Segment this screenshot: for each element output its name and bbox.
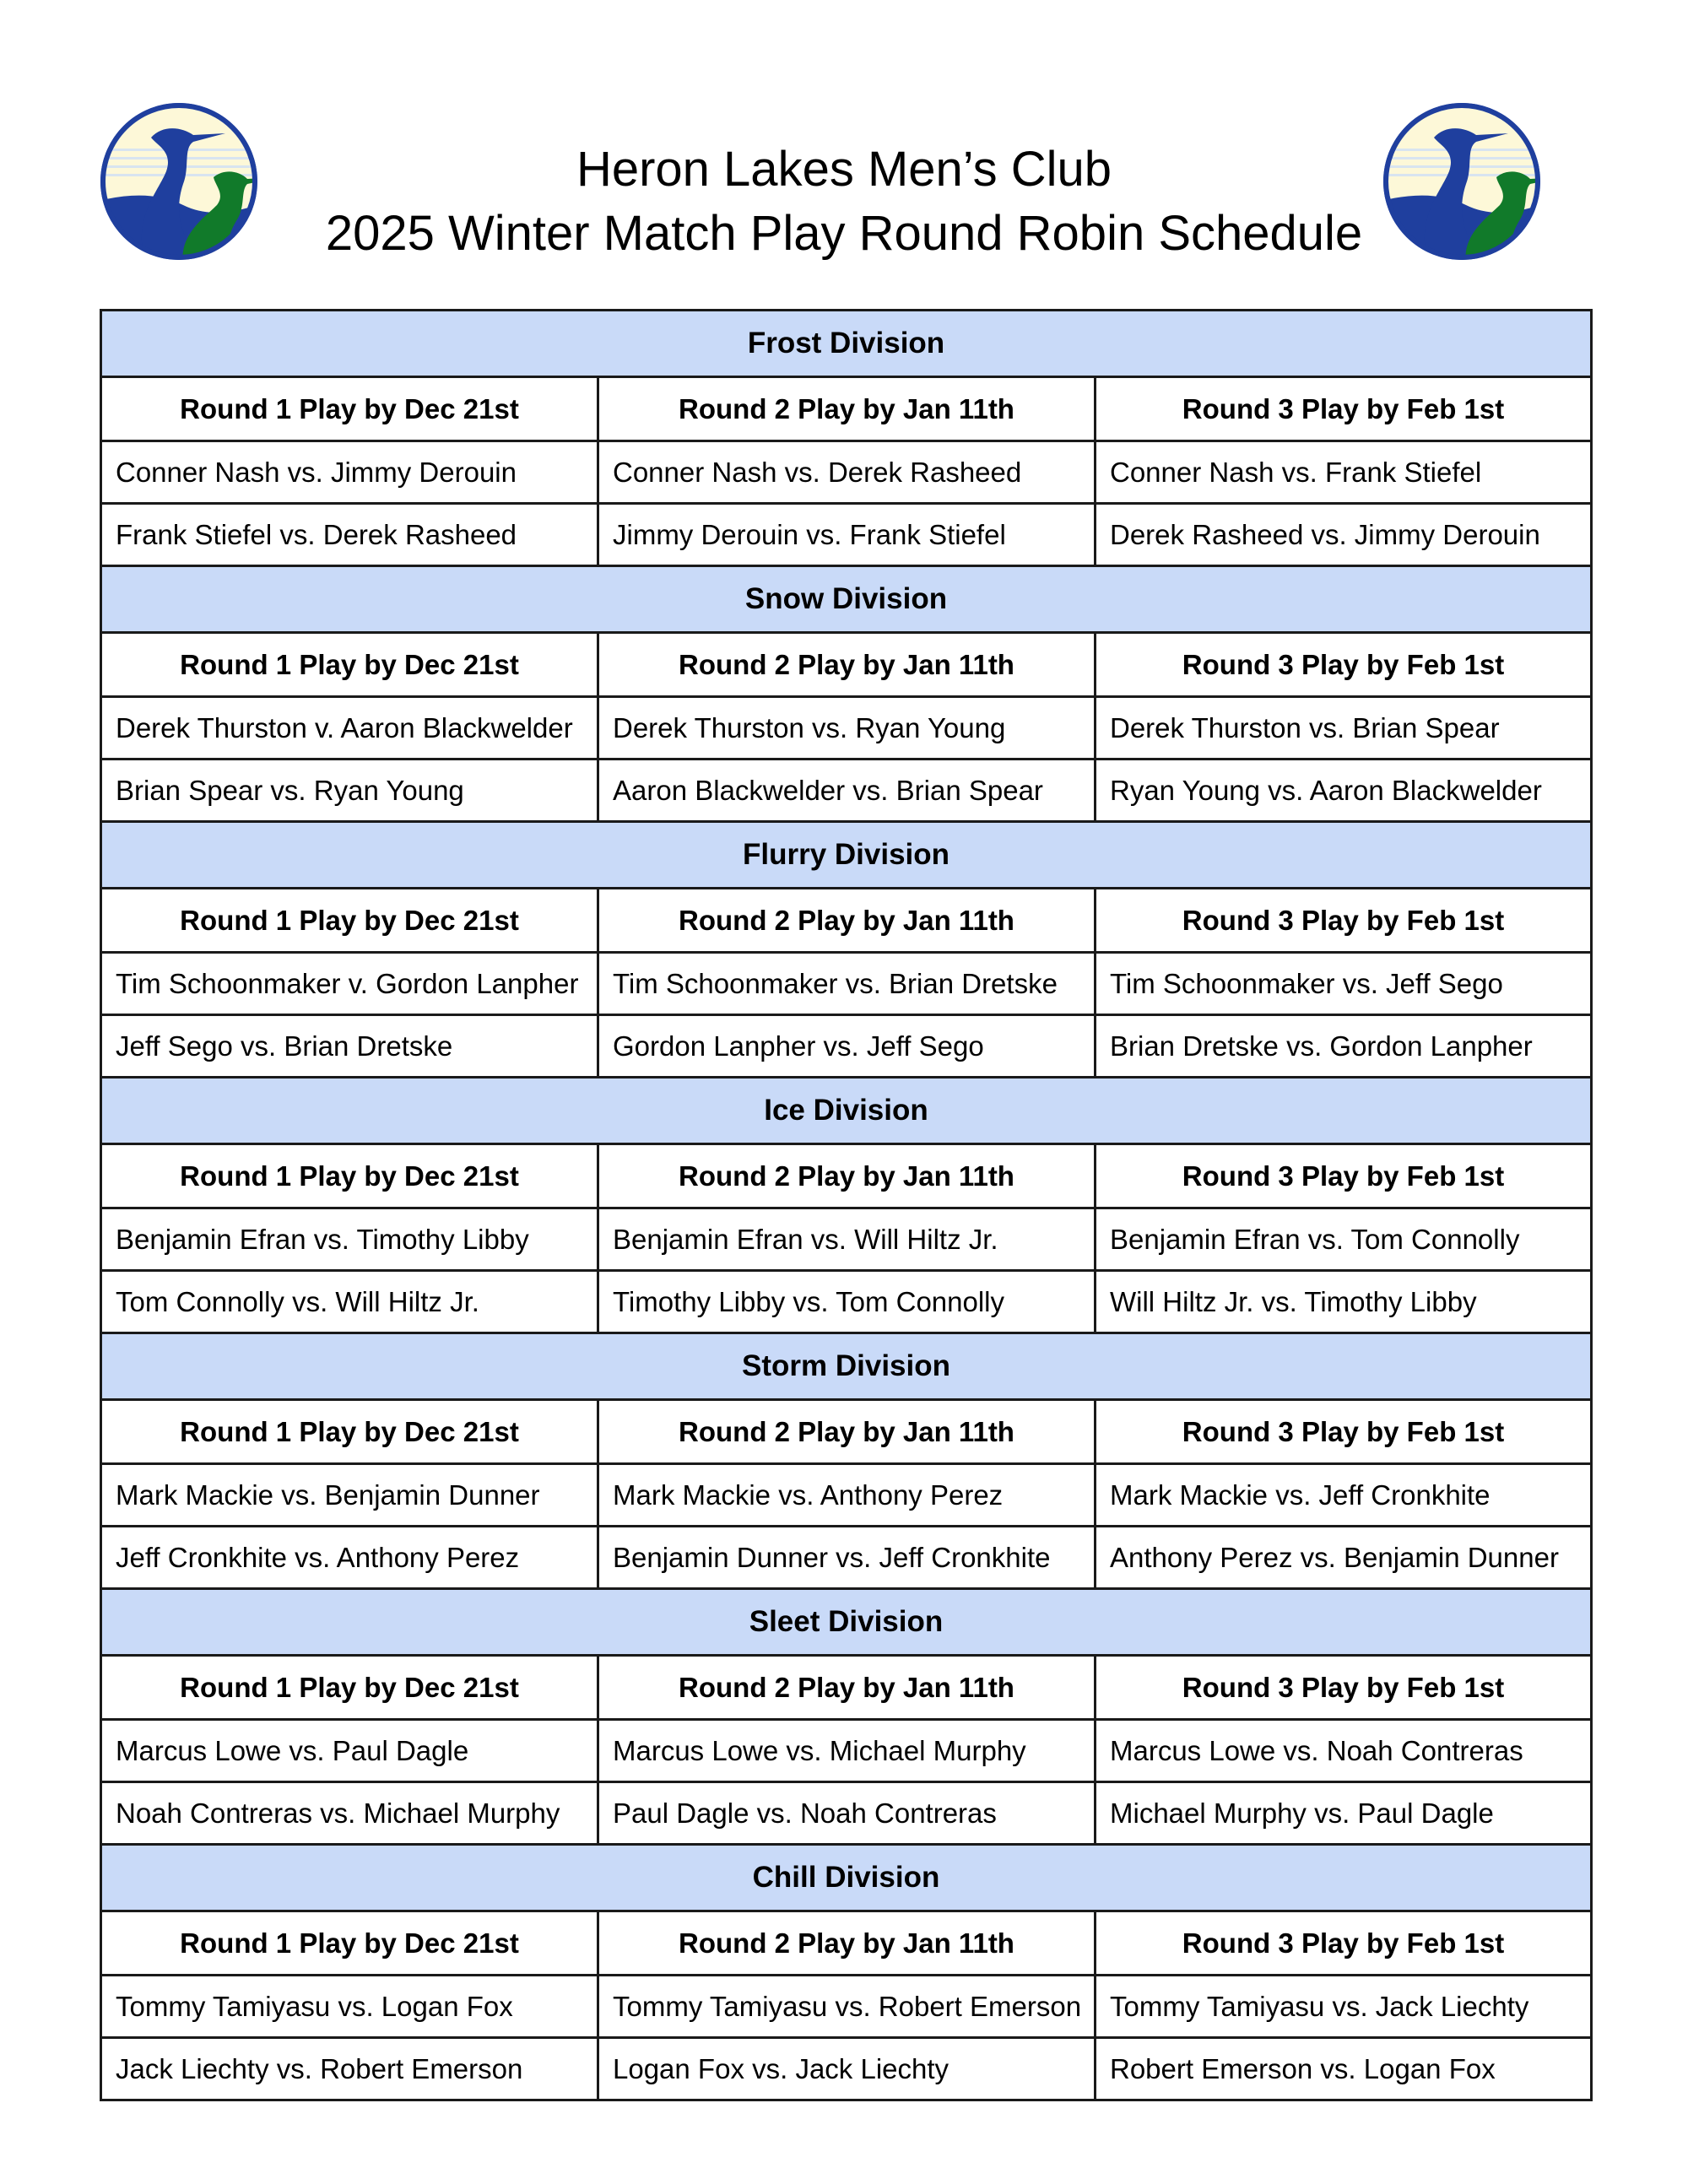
- match-cell: Ryan Young vs. Aaron Blackwelder: [1096, 760, 1592, 822]
- match-cell: Anthony Perez vs. Benjamin Dunner: [1096, 1527, 1592, 1589]
- round-3-header: Round 3 Play by Feb 1st: [1096, 1144, 1592, 1208]
- match-row: [101, 504, 1592, 566]
- match-cell: Conner Nash vs. Jimmy Derouin: [101, 441, 598, 504]
- match-row: [101, 2038, 1592, 2100]
- round-2-header: Round 2 Play by Jan 11th: [598, 377, 1096, 441]
- match-cell: Marcus Lowe vs. Noah Contreras: [1096, 1720, 1592, 1782]
- match-cell: Paul Dagle vs. Noah Contreras: [598, 1782, 1096, 1845]
- match-row: [101, 1976, 1592, 2038]
- round-header-row: [101, 1911, 1592, 1976]
- match-cell: Mark Mackie vs. Jeff Cronkhite: [1096, 1464, 1592, 1527]
- schedule-table: [100, 309, 1593, 2101]
- round-1-header: Round 1 Play by Dec 21st: [101, 1144, 598, 1208]
- match-cell: Derek Thurston v. Aaron Blackwelder: [101, 697, 598, 760]
- round-2-header: Round 2 Play by Jan 11th: [598, 1911, 1096, 1976]
- match-cell: Tim Schoonmaker vs. Jeff Sego: [1096, 953, 1592, 1015]
- match-cell: Derek Thurston vs. Ryan Young: [598, 697, 1096, 760]
- match-row: [101, 697, 1592, 760]
- division-name: Chill Division: [101, 1845, 1592, 1911]
- match-cell: Gordon Lanpher vs. Jeff Sego: [598, 1015, 1096, 1078]
- round-3-header: Round 3 Play by Feb 1st: [1096, 1911, 1592, 1976]
- division-header-row: [101, 1589, 1592, 1656]
- round-header-row: [101, 633, 1592, 697]
- division-header-row: [101, 822, 1592, 889]
- page-subtitle: 2025 Winter Match Play Round Robin Schedule: [325, 206, 1363, 261]
- round-header-row: [101, 889, 1592, 953]
- match-cell: Marcus Lowe vs. Paul Dagle: [101, 1720, 598, 1782]
- match-row: [101, 1271, 1592, 1333]
- match-cell: Mark Mackie vs. Anthony Perez: [598, 1464, 1096, 1527]
- round-header-row: [101, 1656, 1592, 1720]
- match-cell: Jeff Sego vs. Brian Dretske: [101, 1015, 598, 1078]
- division-header-row: [101, 1078, 1592, 1144]
- match-cell: Derek Thurston vs. Brian Spear: [1096, 697, 1592, 760]
- match-cell: Benjamin Dunner vs. Jeff Cronkhite: [598, 1527, 1096, 1589]
- round-3-header: Round 3 Play by Feb 1st: [1096, 889, 1592, 953]
- round-1-header: Round 1 Play by Dec 21st: [101, 1400, 598, 1464]
- schedule-body: [101, 311, 1592, 2100]
- match-cell: Aaron Blackwelder vs. Brian Spear: [598, 760, 1096, 822]
- match-cell: Tommy Tamiyasu vs. Logan Fox: [101, 1976, 598, 2038]
- round-2-header: Round 2 Play by Jan 11th: [598, 1656, 1096, 1720]
- match-cell: Tommy Tamiyasu vs. Jack Liechty: [1096, 1976, 1592, 2038]
- match-cell: Tim Schoonmaker vs. Brian Dretske: [598, 953, 1096, 1015]
- match-row: [101, 760, 1592, 822]
- match-cell: Noah Contreras vs. Michael Murphy: [101, 1782, 598, 1845]
- match-cell: Michael Murphy vs. Paul Dagle: [1096, 1782, 1592, 1845]
- match-cell: Marcus Lowe vs. Michael Murphy: [598, 1720, 1096, 1782]
- match-cell: Conner Nash vs. Derek Rasheed: [598, 441, 1096, 504]
- round-3-header: Round 3 Play by Feb 1st: [1096, 1400, 1592, 1464]
- match-cell: Robert Emerson vs. Logan Fox: [1096, 2038, 1592, 2100]
- match-cell: Benjamin Efran vs. Will Hiltz Jr.: [598, 1208, 1096, 1271]
- division-name: Storm Division: [101, 1333, 1592, 1400]
- round-header-row: [101, 1400, 1592, 1464]
- division-name: Snow Division: [101, 566, 1592, 633]
- page-header: [0, 0, 1688, 304]
- division-name: Sleet Division: [101, 1589, 1592, 1656]
- match-row: [101, 1782, 1592, 1845]
- round-3-header: Round 3 Play by Feb 1st: [1096, 633, 1592, 697]
- round-header-row: [101, 377, 1592, 441]
- division-header-row: [101, 566, 1592, 633]
- round-2-header: Round 2 Play by Jan 11th: [598, 1400, 1096, 1464]
- division-header-row: [101, 311, 1592, 377]
- match-cell: Jeff Cronkhite vs. Anthony Perez: [101, 1527, 598, 1589]
- round-1-header: Round 1 Play by Dec 21st: [101, 377, 598, 441]
- match-cell: Benjamin Efran vs. Tom Connolly: [1096, 1208, 1592, 1271]
- match-cell: Will Hiltz Jr. vs. Timothy Libby: [1096, 1271, 1592, 1333]
- match-cell: Conner Nash vs. Frank Stiefel: [1096, 441, 1592, 504]
- round-2-header: Round 2 Play by Jan 11th: [598, 633, 1096, 697]
- match-cell: Mark Mackie vs. Benjamin Dunner: [101, 1464, 598, 1527]
- match-cell: Tom Connolly vs. Will Hiltz Jr.: [101, 1271, 598, 1333]
- round-3-header: Round 3 Play by Feb 1st: [1096, 377, 1592, 441]
- round-1-header: Round 1 Play by Dec 21st: [101, 889, 598, 953]
- match-row: [101, 441, 1592, 504]
- round-1-header: Round 1 Play by Dec 21st: [101, 1911, 598, 1976]
- match-cell: Logan Fox vs. Jack Liechty: [598, 2038, 1096, 2100]
- round-2-header: Round 2 Play by Jan 11th: [598, 889, 1096, 953]
- match-cell: Derek Rasheed vs. Jimmy Derouin: [1096, 504, 1592, 566]
- match-cell: Jack Liechty vs. Robert Emerson: [101, 2038, 598, 2100]
- match-cell: Frank Stiefel vs. Derek Rasheed: [101, 504, 598, 566]
- round-header-row: [101, 1144, 1592, 1208]
- match-row: [101, 1015, 1592, 1078]
- match-row: [101, 1464, 1592, 1527]
- round-1-header: Round 1 Play by Dec 21st: [101, 1656, 598, 1720]
- round-2-header: Round 2 Play by Jan 11th: [598, 1144, 1096, 1208]
- match-cell: Tim Schoonmaker v. Gordon Lanpher: [101, 953, 598, 1015]
- match-cell: Jimmy Derouin vs. Frank Stiefel: [598, 504, 1096, 566]
- match-row: [101, 953, 1592, 1015]
- round-1-header: Round 1 Play by Dec 21st: [101, 633, 598, 697]
- match-cell: Brian Spear vs. Ryan Young: [101, 760, 598, 822]
- division-header-row: [101, 1845, 1592, 1911]
- division-name: Frost Division: [101, 311, 1592, 377]
- match-cell: Brian Dretske vs. Gordon Lanpher: [1096, 1015, 1592, 1078]
- division-header-row: [101, 1333, 1592, 1400]
- match-row: [101, 1527, 1592, 1589]
- match-row: [101, 1720, 1592, 1782]
- division-name: Ice Division: [101, 1078, 1592, 1144]
- page-title: Heron Lakes Men’s Club: [576, 142, 1112, 197]
- match-cell: Timothy Libby vs. Tom Connolly: [598, 1271, 1096, 1333]
- round-3-header: Round 3 Play by Feb 1st: [1096, 1656, 1592, 1720]
- match-cell: Benjamin Efran vs. Timothy Libby: [101, 1208, 598, 1271]
- heron-lakes-logo-icon: [1382, 100, 1567, 264]
- match-row: [101, 1208, 1592, 1271]
- match-cell: Tommy Tamiyasu vs. Robert Emerson: [598, 1976, 1096, 2038]
- division-name: Flurry Division: [101, 822, 1592, 889]
